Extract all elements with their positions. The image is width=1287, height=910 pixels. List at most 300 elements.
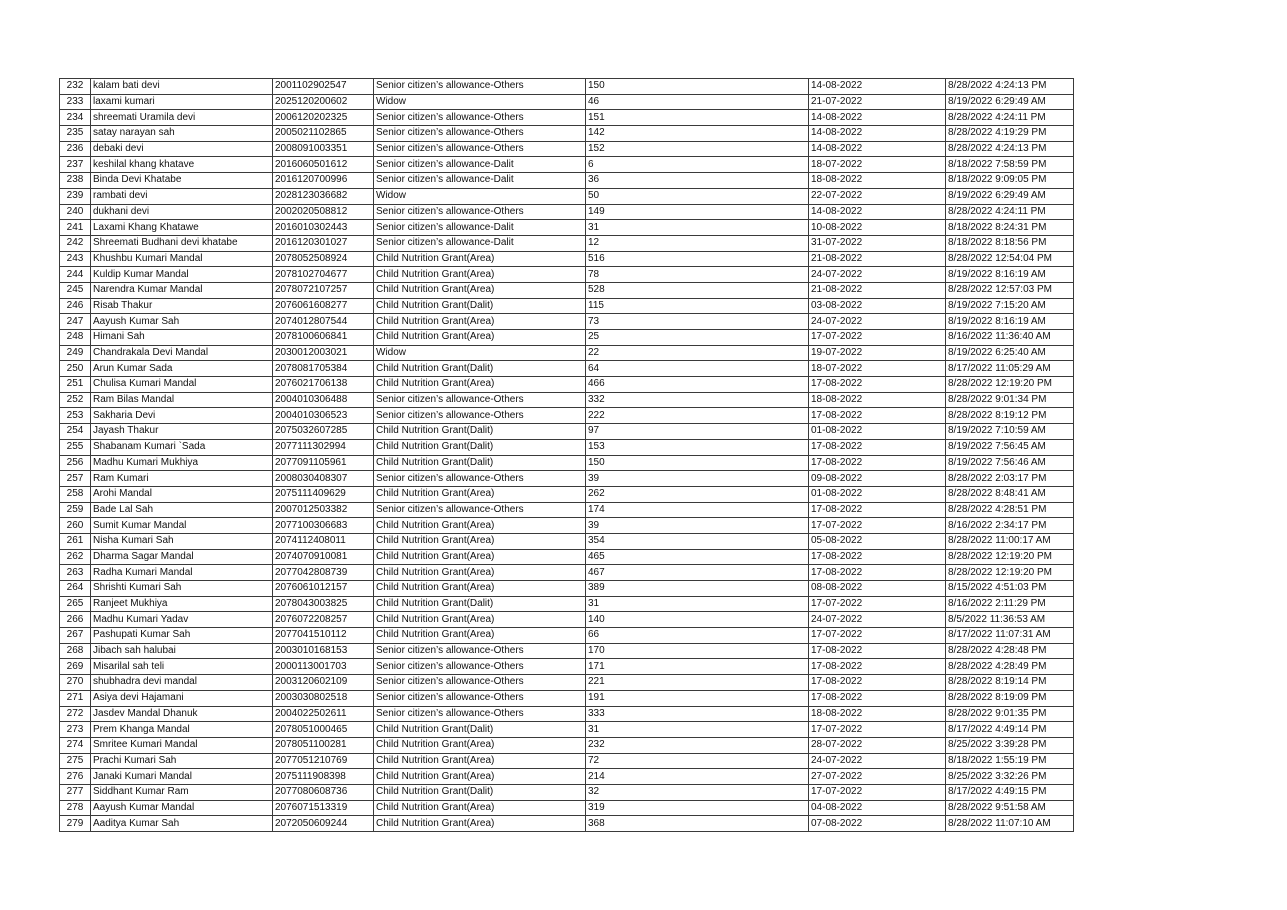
amount-cell: 31 [586,722,809,738]
date-cell: 27-07-2022 [809,769,946,785]
allowance-type-cell: Senior citizen’s allowance-Others [374,126,586,142]
date-cell: 17-08-2022 [809,439,946,455]
timestamp-cell: 8/28/2022 8:19:09 PM [946,690,1074,706]
serial-number-cell: 253 [60,408,91,424]
timestamp-cell: 8/19/2022 8:16:19 AM [946,314,1074,330]
date-cell: 17-08-2022 [809,549,946,565]
table-row [60,628,1074,644]
timestamp-cell: 8/28/2022 9:01:35 PM [946,706,1074,722]
serial-number-cell: 238 [60,173,91,189]
serial-number-cell: 258 [60,486,91,502]
allowance-type-cell: Child Nutrition Grant(Dalit) [374,722,586,738]
serial-number-cell: 263 [60,565,91,581]
amount-cell: 66 [586,628,809,644]
amount-cell: 262 [586,486,809,502]
table-row [60,502,1074,518]
amount-cell: 319 [586,800,809,816]
serial-number-cell: 246 [60,298,91,314]
amount-cell: 22 [586,345,809,361]
name-cell: kalam bati devi [91,79,273,95]
allowance-type-cell: Senior citizen’s allowance-Others [374,690,586,706]
table-row [60,706,1074,722]
serial-number-cell: 271 [60,690,91,706]
timestamp-cell: 8/19/2022 8:16:19 AM [946,267,1074,283]
timestamp-cell: 8/19/2022 6:25:40 AM [946,345,1074,361]
serial-number-cell: 256 [60,455,91,471]
timestamp-cell: 8/28/2022 8:19:14 PM [946,675,1074,691]
timestamp-cell: 8/25/2022 3:39:28 PM [946,737,1074,753]
date-cell: 31-07-2022 [809,235,946,251]
date-cell: 17-08-2022 [809,377,946,393]
date-cell: 17-08-2022 [809,408,946,424]
date-cell: 01-08-2022 [809,424,946,440]
date-cell: 17-07-2022 [809,722,946,738]
timestamp-cell: 8/28/2022 2:03:17 PM [946,471,1074,487]
id-number-cell: 2078100606841 [273,330,374,346]
allowance-type-cell: Senior citizen’s allowance-Others [374,408,586,424]
timestamp-cell: 8/28/2022 12:19:20 PM [946,377,1074,393]
id-number-cell: 2076071513319 [273,800,374,816]
amount-cell: 152 [586,141,809,157]
id-number-cell: 2076061608277 [273,298,374,314]
date-cell: 18-08-2022 [809,392,946,408]
date-cell: 22-07-2022 [809,188,946,204]
date-cell: 17-08-2022 [809,502,946,518]
serial-number-cell: 254 [60,424,91,440]
table-row [60,690,1074,706]
name-cell: Narendra Kumar Mandal [91,282,273,298]
id-number-cell: 2003010168153 [273,643,374,659]
timestamp-cell: 8/28/2022 8:19:12 PM [946,408,1074,424]
table-row [60,110,1074,126]
timestamp-cell: 8/28/2022 11:07:10 AM [946,816,1074,832]
amount-cell: 39 [586,471,809,487]
serial-number-cell: 248 [60,330,91,346]
serial-number-cell: 261 [60,533,91,549]
table-row [60,141,1074,157]
amount-cell: 333 [586,706,809,722]
allowance-type-cell: Senior citizen’s allowance-Others [374,204,586,220]
amount-cell: 32 [586,784,809,800]
id-number-cell: 2003030802518 [273,690,374,706]
amount-cell: 368 [586,816,809,832]
amount-cell: 140 [586,612,809,628]
timestamp-cell: 8/18/2022 8:24:31 PM [946,220,1074,236]
id-number-cell: 2016120700996 [273,173,374,189]
date-cell: 17-08-2022 [809,659,946,675]
allowance-type-cell: Child Nutrition Grant(Dalit) [374,455,586,471]
id-number-cell: 2016060501612 [273,157,374,173]
date-cell: 17-08-2022 [809,565,946,581]
allowance-type-cell: Child Nutrition Grant(Dalit) [374,784,586,800]
name-cell: Jibach sah halubai [91,643,273,659]
timestamp-cell: 8/19/2022 7:10:59 AM [946,424,1074,440]
id-number-cell: 2076072208257 [273,612,374,628]
serial-number-cell: 275 [60,753,91,769]
id-number-cell: 2008030408307 [273,471,374,487]
table-row [60,596,1074,612]
date-cell: 08-08-2022 [809,581,946,597]
table-row [60,94,1074,110]
table-row [60,753,1074,769]
table-row [60,79,1074,95]
id-number-cell: 2078043003825 [273,596,374,612]
name-cell: Jasdev Mandal Dhanuk [91,706,273,722]
name-cell: laxami kumari [91,94,273,110]
amount-cell: 64 [586,361,809,377]
id-number-cell: 2004010306488 [273,392,374,408]
serial-number-cell: 267 [60,628,91,644]
amount-cell: 191 [586,690,809,706]
name-cell: Prem Khanga Mandal [91,722,273,738]
name-cell: Arohi Mandal [91,486,273,502]
allowance-type-cell: Child Nutrition Grant(Area) [374,800,586,816]
timestamp-cell: 8/16/2022 11:36:40 AM [946,330,1074,346]
allowance-type-cell: Child Nutrition Grant(Area) [374,330,586,346]
date-cell: 17-07-2022 [809,784,946,800]
allowance-type-cell: Child Nutrition Grant(Area) [374,533,586,549]
serial-number-cell: 250 [60,361,91,377]
allowance-type-cell: Child Nutrition Grant(Area) [374,518,586,534]
name-cell: Himani Sah [91,330,273,346]
timestamp-cell: 8/28/2022 4:24:11 PM [946,204,1074,220]
id-number-cell: 2077100306683 [273,518,374,534]
allowance-type-cell: Child Nutrition Grant(Dalit) [374,298,586,314]
timestamp-cell: 8/15/2022 4:51:03 PM [946,581,1074,597]
serial-number-cell: 257 [60,471,91,487]
timestamp-cell: 8/19/2022 7:56:45 AM [946,439,1074,455]
serial-number-cell: 278 [60,800,91,816]
timestamp-cell: 8/17/2022 4:49:15 PM [946,784,1074,800]
name-cell: Prachi Kumari Sah [91,753,273,769]
table-row [60,518,1074,534]
date-cell: 14-08-2022 [809,204,946,220]
id-number-cell: 2025120200602 [273,94,374,110]
allowance-type-cell: Senior citizen’s allowance-Others [374,675,586,691]
table-row [60,471,1074,487]
timestamp-cell: 8/18/2022 1:55:19 PM [946,753,1074,769]
timestamp-cell: 8/28/2022 9:51:58 AM [946,800,1074,816]
id-number-cell: 2030012003021 [273,345,374,361]
timestamp-cell: 8/17/2022 11:05:29 AM [946,361,1074,377]
allowance-type-cell: Child Nutrition Grant(Dalit) [374,596,586,612]
timestamp-cell: 8/19/2022 6:29:49 AM [946,94,1074,110]
table-row [60,345,1074,361]
amount-cell: 171 [586,659,809,675]
amount-cell: 97 [586,424,809,440]
allowance-type-cell: Child Nutrition Grant(Area) [374,565,586,581]
table-row [60,126,1074,142]
allowance-type-cell: Child Nutrition Grant(Area) [374,267,586,283]
allowance-type-cell: Child Nutrition Grant(Dalit) [374,439,586,455]
date-cell: 01-08-2022 [809,486,946,502]
date-cell: 03-08-2022 [809,298,946,314]
serial-number-cell: 260 [60,518,91,534]
allowance-type-cell: Senior citizen’s allowance-Others [374,706,586,722]
serial-number-cell: 276 [60,769,91,785]
name-cell: Ram Bilas Mandal [91,392,273,408]
serial-number-cell: 236 [60,141,91,157]
serial-number-cell: 266 [60,612,91,628]
table-row [60,392,1074,408]
name-cell: Dharma Sagar Mandal [91,549,273,565]
id-number-cell: 2075111409629 [273,486,374,502]
date-cell: 28-07-2022 [809,737,946,753]
timestamp-cell: 8/28/2022 9:01:34 PM [946,392,1074,408]
amount-cell: 31 [586,596,809,612]
name-cell: Sakharia Devi [91,408,273,424]
table-row [60,235,1074,251]
amount-cell: 467 [586,565,809,581]
table-row [60,581,1074,597]
timestamp-cell: 8/28/2022 4:19:29 PM [946,126,1074,142]
table-row [60,816,1074,832]
amount-cell: 72 [586,753,809,769]
date-cell: 04-08-2022 [809,800,946,816]
name-cell: Chulisa Kumari Mandal [91,377,273,393]
serial-number-cell: 237 [60,157,91,173]
allowance-type-cell: Widow [374,188,586,204]
name-cell: rambati devi [91,188,273,204]
name-cell: Shabanam Kumari `Sada [91,439,273,455]
serial-number-cell: 232 [60,79,91,95]
serial-number-cell: 269 [60,659,91,675]
id-number-cell: 2078102704677 [273,267,374,283]
allowance-type-cell: Widow [374,94,586,110]
id-number-cell: 2077080608736 [273,784,374,800]
amount-cell: 150 [586,79,809,95]
allowance-type-cell: Child Nutrition Grant(Area) [374,486,586,502]
amount-cell: 174 [586,502,809,518]
amount-cell: 39 [586,518,809,534]
table-row [60,204,1074,220]
table-row [60,549,1074,565]
amount-cell: 332 [586,392,809,408]
date-cell: 18-07-2022 [809,157,946,173]
timestamp-cell: 8/28/2022 12:19:20 PM [946,549,1074,565]
table-row [60,800,1074,816]
timestamp-cell: 8/19/2022 7:56:46 AM [946,455,1074,471]
timestamp-cell: 8/28/2022 12:54:04 PM [946,251,1074,267]
name-cell: Risab Thakur [91,298,273,314]
serial-number-cell: 251 [60,377,91,393]
timestamp-cell: 8/16/2022 2:11:29 PM [946,596,1074,612]
amount-cell: 153 [586,439,809,455]
id-number-cell: 2003120602109 [273,675,374,691]
allowance-type-cell: Senior citizen’s allowance-Others [374,502,586,518]
table-row [60,769,1074,785]
serial-number-cell: 249 [60,345,91,361]
serial-number-cell: 274 [60,737,91,753]
allowance-type-cell: Senior citizen’s allowance-Others [374,79,586,95]
allowance-type-cell: Child Nutrition Grant(Area) [374,769,586,785]
serial-number-cell: 264 [60,581,91,597]
id-number-cell: 2005021102865 [273,126,374,142]
amount-cell: 142 [586,126,809,142]
amount-cell: 73 [586,314,809,330]
amount-cell: 232 [586,737,809,753]
table-row [60,486,1074,502]
serial-number-cell: 252 [60,392,91,408]
allowance-type-cell: Child Nutrition Grant(Area) [374,581,586,597]
id-number-cell: 2078072107257 [273,282,374,298]
table-row [60,330,1074,346]
date-cell: 10-08-2022 [809,220,946,236]
amount-cell: 221 [586,675,809,691]
serial-number-cell: 279 [60,816,91,832]
serial-number-cell: 239 [60,188,91,204]
table-row [60,188,1074,204]
name-cell: Ram Kumari [91,471,273,487]
amount-cell: 516 [586,251,809,267]
serial-number-cell: 243 [60,251,91,267]
name-cell: Asiya devi Hajamani [91,690,273,706]
timestamp-cell: 8/28/2022 11:00:17 AM [946,533,1074,549]
amount-cell: 46 [586,94,809,110]
table-row [60,675,1074,691]
name-cell: Laxami Khang Khatawe [91,220,273,236]
amount-cell: 31 [586,220,809,236]
allowance-type-cell: Senior citizen’s allowance-Others [374,141,586,157]
name-cell: Janaki Kumari Mandal [91,769,273,785]
id-number-cell: 2077051210769 [273,753,374,769]
date-cell: 17-08-2022 [809,675,946,691]
date-cell: 14-08-2022 [809,79,946,95]
timestamp-cell: 8/16/2022 2:34:17 PM [946,518,1074,534]
date-cell: 05-08-2022 [809,533,946,549]
date-cell: 24-07-2022 [809,753,946,769]
allowance-type-cell: Child Nutrition Grant(Area) [374,816,586,832]
name-cell: Sumit Kumar Mandal [91,518,273,534]
id-number-cell: 2076061012157 [273,581,374,597]
name-cell: Nisha Kumari Sah [91,533,273,549]
table-row [60,439,1074,455]
name-cell: Shrishti Kumari Sah [91,581,273,597]
table-row [60,424,1074,440]
timestamp-cell: 8/25/2022 3:32:26 PM [946,769,1074,785]
table-body [60,79,1074,832]
table-row [60,361,1074,377]
date-cell: 17-08-2022 [809,455,946,471]
allowance-type-cell: Senior citizen’s allowance-Others [374,110,586,126]
timestamp-cell: 8/18/2022 8:18:56 PM [946,235,1074,251]
table-row [60,408,1074,424]
id-number-cell: 2077042808739 [273,565,374,581]
timestamp-cell: 8/28/2022 4:24:11 PM [946,110,1074,126]
date-cell: 07-08-2022 [809,816,946,832]
date-cell: 24-07-2022 [809,267,946,283]
id-number-cell: 2002020508812 [273,204,374,220]
serial-number-cell: 234 [60,110,91,126]
amount-cell: 528 [586,282,809,298]
name-cell: shreemati Uramila devi [91,110,273,126]
name-cell: Madhu Kumari Yadav [91,612,273,628]
serial-number-cell: 245 [60,282,91,298]
date-cell: 17-08-2022 [809,643,946,659]
serial-number-cell: 242 [60,235,91,251]
allowance-type-cell: Senior citizen’s allowance-Dalit [374,157,586,173]
amount-cell: 466 [586,377,809,393]
id-number-cell: 2076021706138 [273,377,374,393]
amount-cell: 170 [586,643,809,659]
timestamp-cell: 8/5/2022 11:36:53 AM [946,612,1074,628]
table-row [60,251,1074,267]
id-number-cell: 2077111302994 [273,439,374,455]
allowance-type-cell: Child Nutrition Grant(Area) [374,753,586,769]
allowance-type-cell: Senior citizen’s allowance-Dalit [374,235,586,251]
date-cell: 18-08-2022 [809,173,946,189]
date-cell: 17-08-2022 [809,690,946,706]
allowance-type-cell: Child Nutrition Grant(Dalit) [374,424,586,440]
id-number-cell: 2016120301027 [273,235,374,251]
date-cell: 24-07-2022 [809,612,946,628]
date-cell: 24-07-2022 [809,314,946,330]
name-cell: Madhu Kumari Mukhiya [91,455,273,471]
date-cell: 18-07-2022 [809,361,946,377]
serial-number-cell: 244 [60,267,91,283]
timestamp-cell: 8/28/2022 4:28:51 PM [946,502,1074,518]
serial-number-cell: 235 [60,126,91,142]
table-row [60,565,1074,581]
allowance-type-cell: Senior citizen’s allowance-Others [374,643,586,659]
amount-cell: 151 [586,110,809,126]
table-row [60,722,1074,738]
id-number-cell: 2075111908398 [273,769,374,785]
id-number-cell: 2078052508924 [273,251,374,267]
date-cell: 09-08-2022 [809,471,946,487]
id-number-cell: 2077041510112 [273,628,374,644]
date-cell: 14-08-2022 [809,110,946,126]
id-number-cell: 2078051100281 [273,737,374,753]
serial-number-cell: 265 [60,596,91,612]
amount-cell: 36 [586,173,809,189]
table-row [60,173,1074,189]
name-cell: Jayash Thakur [91,424,273,440]
date-cell: 17-07-2022 [809,518,946,534]
table-row [60,157,1074,173]
name-cell: Aaditya Kumar Sah [91,816,273,832]
name-cell: Shreemati Budhani devi khatabe [91,235,273,251]
name-cell: Smritee Kumari Mandal [91,737,273,753]
table-row [60,784,1074,800]
name-cell: Binda Devi Khatabe [91,173,273,189]
table-row [60,455,1074,471]
timestamp-cell: 8/28/2022 12:19:20 PM [946,565,1074,581]
allowance-type-cell: Child Nutrition Grant(Area) [374,282,586,298]
date-cell: 14-08-2022 [809,141,946,157]
table-row [60,737,1074,753]
id-number-cell: 2077091105961 [273,455,374,471]
serial-number-cell: 240 [60,204,91,220]
serial-number-cell: 259 [60,502,91,518]
amount-cell: 115 [586,298,809,314]
timestamp-cell: 8/28/2022 4:24:13 PM [946,79,1074,95]
id-number-cell: 2004010306523 [273,408,374,424]
id-number-cell: 2028123036682 [273,188,374,204]
allowance-type-cell: Child Nutrition Grant(Area) [374,251,586,267]
serial-number-cell: 233 [60,94,91,110]
id-number-cell: 2072050609244 [273,816,374,832]
date-cell: 21-08-2022 [809,282,946,298]
allowance-type-cell: Widow [374,345,586,361]
name-cell: Radha Kumari Mandal [91,565,273,581]
serial-number-cell: 247 [60,314,91,330]
amount-cell: 25 [586,330,809,346]
date-cell: 19-07-2022 [809,345,946,361]
name-cell: Aayush Kumar Sah [91,314,273,330]
amount-cell: 150 [586,455,809,471]
amount-cell: 78 [586,267,809,283]
